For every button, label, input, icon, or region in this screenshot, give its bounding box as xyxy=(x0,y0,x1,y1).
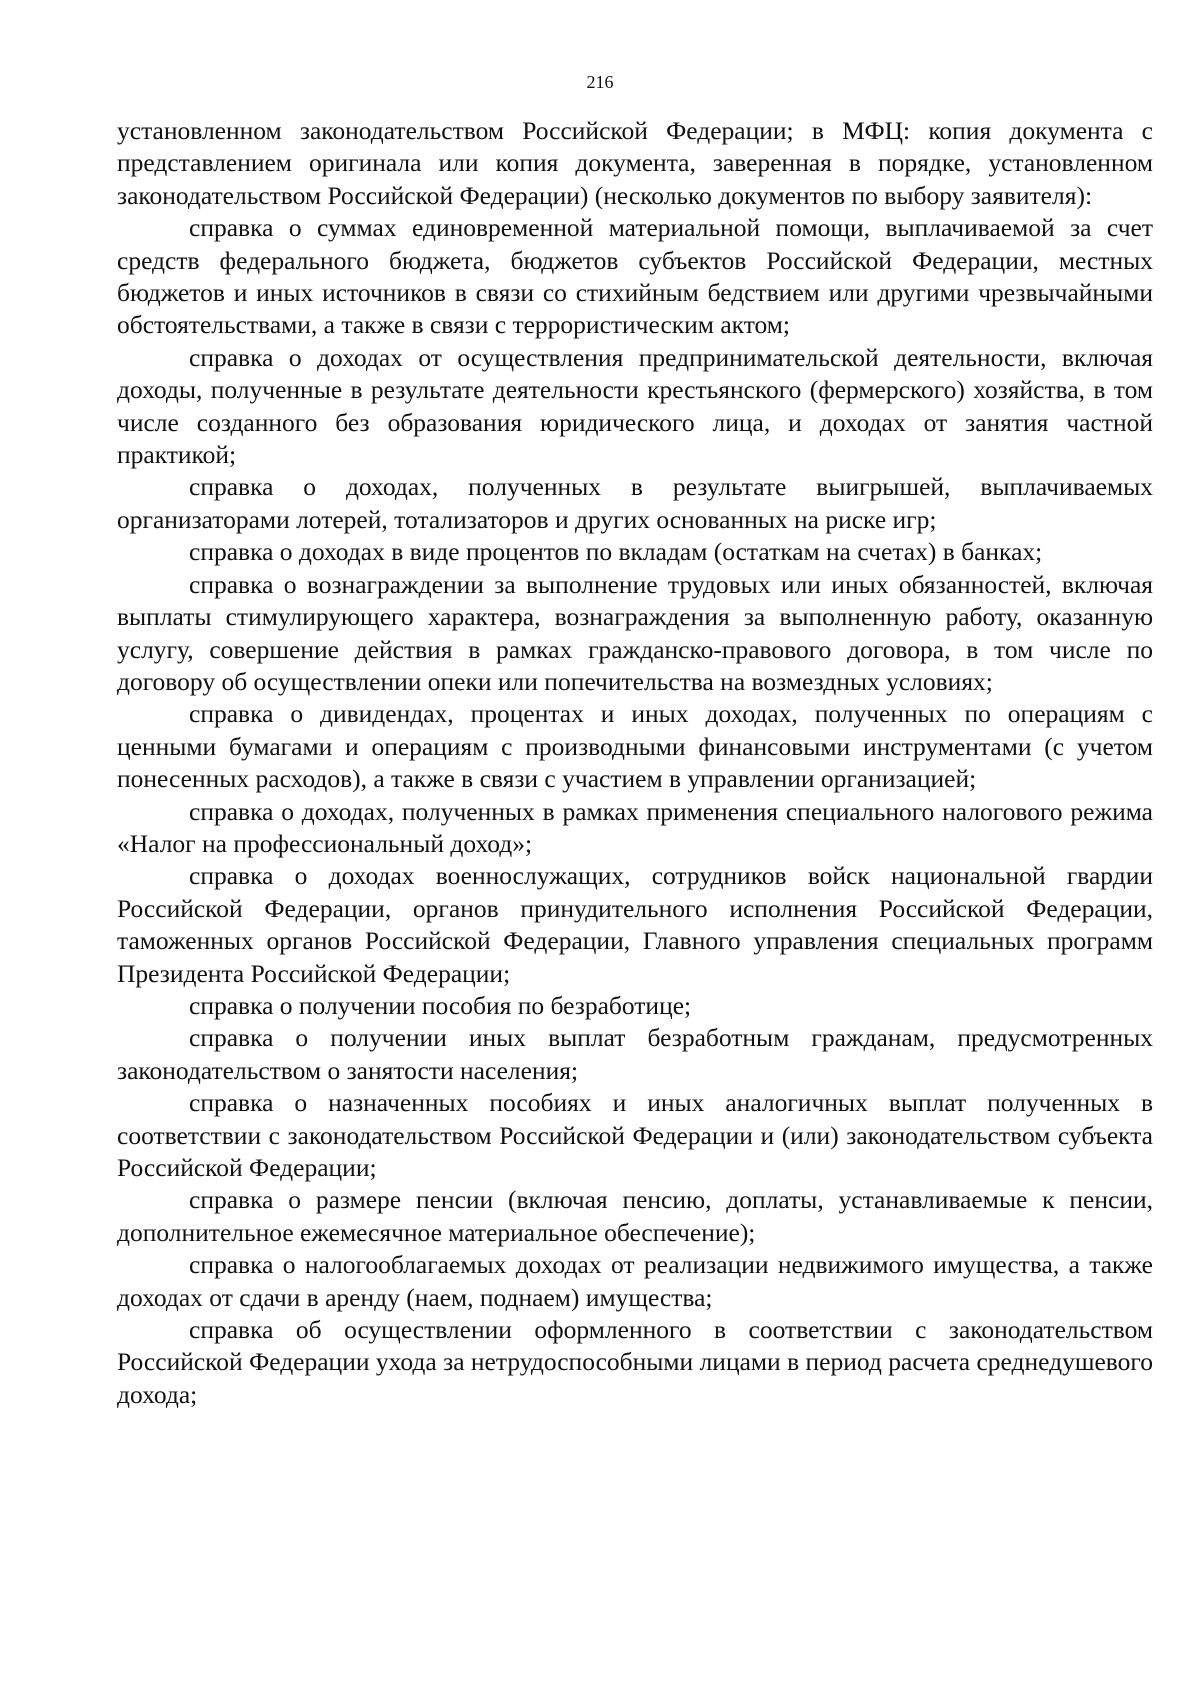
paragraph-self-employed-tax-certificate: справка о доходах, полученных в рамках применения специального налогового режима «Налог на профессиональный доход»; xyxy=(117,796,1153,858)
paragraph-winnings-certificate: справка о доходах, полученных в результате выигрышей, выплачиваемых организаторами лотерей, тотализаторов и других основанных на риске игр; xyxy=(117,472,1153,534)
paragraph-real-estate-income-certificate: справка о налогооблагаемых доходах от реализации недвижимого имущества, а также доходах от сдачи в аренду (наем, поднаем) имущества; xyxy=(117,1250,1153,1312)
paragraph-military-income-certificate: справка о доходах военнослужащих, сотрудников войск национальной гвардии Российской Федерации, органов принудительного исполнения Российской Федерации, таможенных органов Российской Федерации, Главного управления специальных программ Президента Российской Федерации; xyxy=(117,861,1153,988)
paragraph-material-aid-certificate: справка о суммах единовременной материальной помощи, выплачиваемой за счет средств федерального бюджета, бюджетов субъектов Российской Федерации, местных бюджетов и иных источников в связи со стихийным бедствием или другими чрезвычайными обстоятельствами, а также в связи с террористическим актом; xyxy=(117,213,1153,340)
paragraph-business-income-certificate: справка о доходах от осуществления предпринимательской деятельности, включая доходы, полученные в результате деятельности крестьянского (фермерского) хозяйства, в том числе созданного без образования юридического лица, и доходах от занятия частной практикой; xyxy=(117,342,1153,470)
page-number: 216 xyxy=(586,72,614,92)
paragraph-remuneration-certificate: справка о вознаграждении за выполнение трудовых или иных обязанностей, включая выплаты стимулирующего характера, вознаграждения за выполненную работу, оказанную услугу, совершение действия в рамках гражданско-правового договора, в том числе по договору об осуществлении опеки или попечительства на возмездных условиях; xyxy=(117,569,1153,696)
paragraph-dividends-certificate: справка о дивидендах, процентах и иных доходах, полученных по операциям с ценными бумагами и операциям с производными финансовыми инструментами (с учетом понесенных расходов), а также в связи с участием в управлении организацией; xyxy=(117,699,1153,794)
paragraph-unemployed-payments-certificate: справка о получении иных выплат безработным гражданам, предусмотренных законодательством о занятости населения; xyxy=(117,1023,1153,1085)
paragraph-unemployment-benefit-certificate: справка о получении пособия по безработице; xyxy=(189,990,692,1020)
paragraph-pension-certificate: справка о размере пенсии (включая пенсию, доплаты, устанавливаемые к пенсии, дополнительное ежемесячное материальное обеспечение); xyxy=(117,1185,1153,1247)
paragraph-caregiving-certificate: справка об осуществлении оформленного в соответствии с законодательством Российской Федерации ухода за нетрудоспособными лицами в период расчета среднедушевого дохода; xyxy=(117,1315,1153,1409)
paragraph-assigned-benefits-certificate: справка о назначенных пособиях и иных аналогичных выплат полученных в соответствии с законодательством Российской Федерации и (или) законодательством субъекта Российской Федерации; xyxy=(117,1088,1153,1182)
paragraph-deposit-interest-certificate: справка о доходах в виде процентов по вкладам (остаткам на счетах) в банках; xyxy=(189,537,1043,567)
document-body xyxy=(117,115,1153,1411)
paragraph-continuation: установленном законодательством Российской Федерации; в МФЦ: копия документа с представлением оригинала или копия документа, заверенная в порядке, установленном законодательством Российской Федерации) (несколько документов по выбору заявителя): xyxy=(117,116,1153,210)
